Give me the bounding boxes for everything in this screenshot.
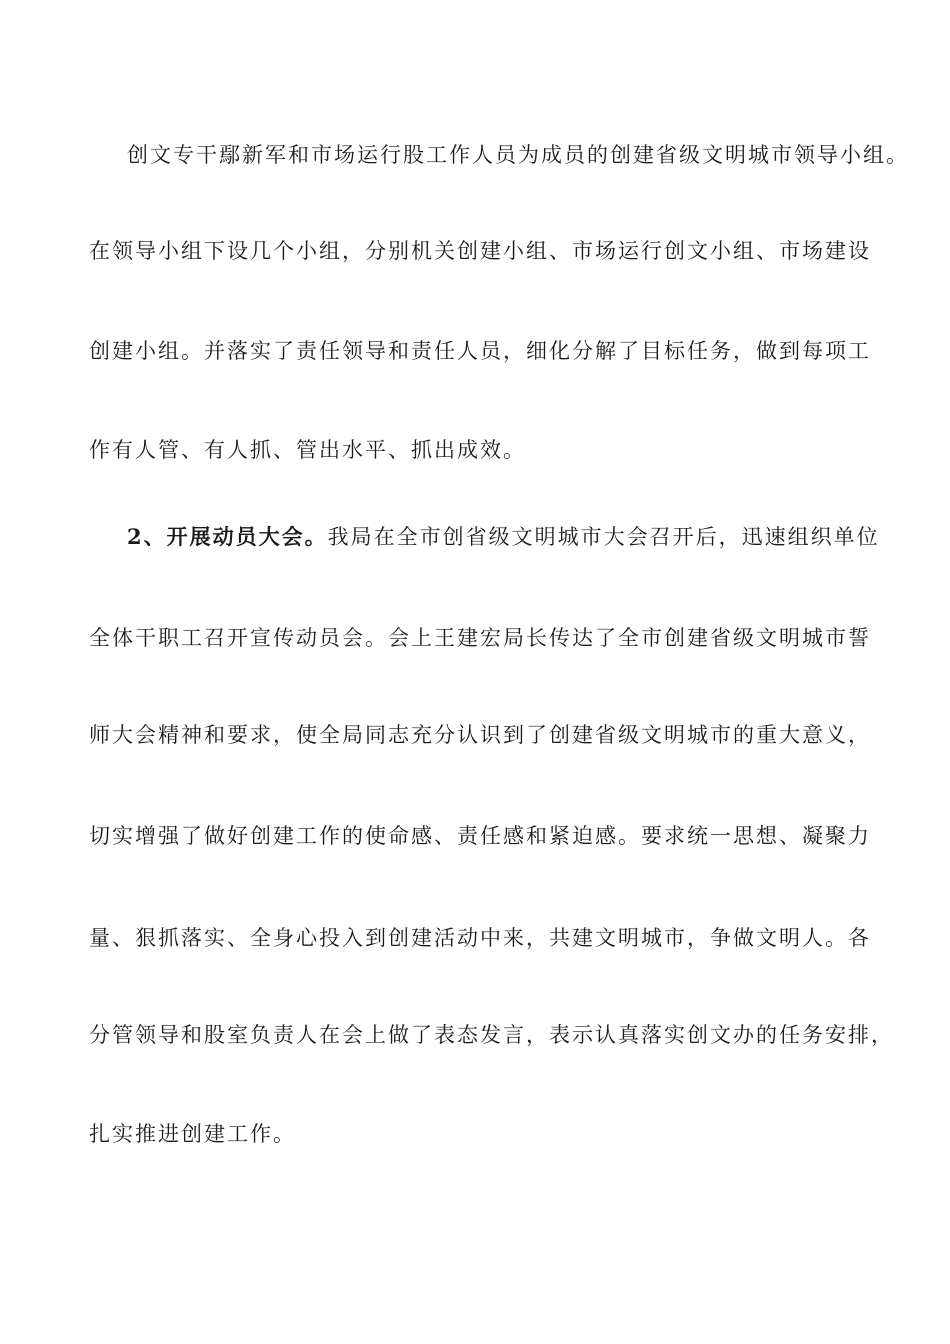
paragraph1-line-4: 作有人管、有人抓、管出水平、抓出成效。: [89, 438, 526, 462]
paragraph1-line-2: 在领导小组下设几个小组，分别机关创建小组、市场运行创文小组、市场建设: [89, 239, 871, 263]
paragraph2-line-6: 分管领导和股室负责人在会上做了表态发言，表示认真落实创文办的任务安排，: [89, 1023, 894, 1047]
paragraph1-line-3: 创建小组。并落实了责任领导和责任人员，细化分解了目标任务，做到每项工: [89, 339, 871, 363]
paragraph2-line-1-text: 我局在全市创省级文明城市大会召开后，迅速组织单位: [327, 525, 880, 549]
paragraph2-line-3: 师大会精神和要求，使全局同志充分认识到了创建省级文明城市的重大意义，: [89, 723, 871, 747]
paragraph1-line-1: 创文专干鄢新军和市场运行股工作人员为成员的创建省级文明城市领导小组。: [127, 143, 909, 167]
paragraph2-line-5: 量、狠抓落实、全身心投入到创建活动中来，共建文明城市，争做文明人。各: [89, 926, 871, 950]
paragraph2-line-4: 切实增强了做好创建工作的使命感、责任感和紧迫感。要求统一思想、凝聚力: [89, 824, 871, 848]
paragraph2-line-2: 全体干职工召开宣传动员会。会上王建宏局长传达了全市创建省级文明城市誓: [89, 626, 871, 650]
paragraph2-line-1: [127, 522, 879, 552]
paragraph2-line-7: 扎实推进创建工作。: [89, 1122, 296, 1146]
paragraph2-heading: 2、开展动员大会。: [127, 524, 328, 549]
